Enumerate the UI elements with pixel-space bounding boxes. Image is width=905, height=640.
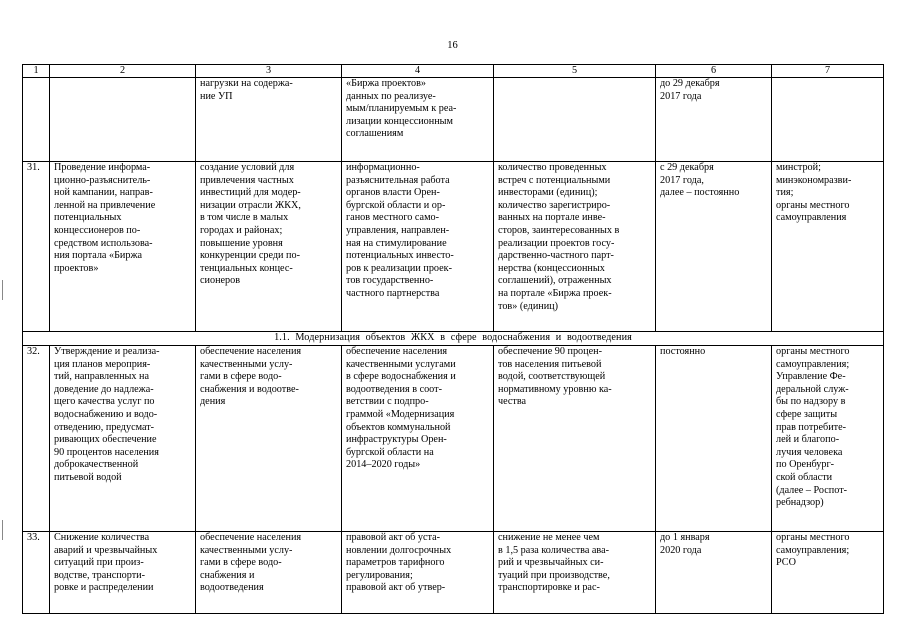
table-cell-c2: [50, 162, 196, 332]
table-cell-c3: [196, 532, 342, 614]
cell-text-line: органы местного: [776, 199, 850, 211]
cell-text-line: 90 процентов населения: [54, 446, 159, 458]
cell-text-line: новлении долгосрочных: [346, 544, 452, 556]
cell-text-line: тия;: [776, 187, 794, 199]
cell-text-line: правовой акт об утвер-: [346, 582, 446, 594]
cell-text-line: привлечения частных: [200, 174, 294, 186]
cell-text-line: доброкачественной: [54, 459, 139, 471]
cell-text-line: до 29 декабря: [660, 78, 720, 89]
section-heading-text: 1.1. Модернизация объектов ЖКХ в сфере водоснабжения и водоотведения: [274, 332, 632, 343]
table-cell-c4: [342, 346, 494, 532]
cell-text-line: 2020 года: [660, 544, 702, 556]
cell-text-line: в сфере водоснабжения и: [346, 371, 456, 383]
table-cell-c5: [494, 532, 656, 614]
cell-text-line: правовой акт об уста-: [346, 532, 441, 543]
cell-text-line: гами в сфере водо-: [200, 371, 282, 383]
cell-text-line: низации отрасли ЖКХ,: [200, 199, 301, 211]
table-cell-c5: [494, 162, 656, 332]
cell-text-line: транспортировке и рас-: [498, 582, 600, 594]
page-number: 16: [447, 40, 458, 51]
cell-text-line: сионеров: [200, 275, 241, 287]
cell-text-line: питьевой водой: [54, 471, 122, 483]
item-number: 31.: [23, 162, 50, 332]
cell-text-line: отведению, предусмат-: [54, 421, 155, 433]
cell-text-line: ров к реализации проек-: [346, 262, 453, 274]
cell-text-line: информационно-: [346, 162, 420, 173]
cell-text-line: разъяснительная работа: [346, 174, 450, 186]
table-row: [23, 78, 884, 162]
cell-text-line: 2017 года: [660, 90, 702, 102]
cell-text-line: «Биржа проектов»: [346, 78, 427, 89]
cell-text-line: на портале «Биржа проек-: [498, 287, 612, 299]
table-cell-c6: [656, 532, 772, 614]
cell-text-line: лучия человека: [776, 446, 843, 458]
cell-text-line: Утверждение и реализа-: [54, 346, 160, 357]
column-number: 5: [494, 65, 656, 78]
table-cell-c7: [772, 78, 884, 162]
cell-text-line: туаций при производстве,: [498, 569, 610, 581]
item-number: 32.: [23, 346, 50, 532]
margin-mark: [2, 280, 3, 300]
table-cell-c6: [656, 162, 772, 332]
cell-text-line: данных по реализуе-: [346, 90, 436, 102]
cell-text-line: по Оренбург-: [776, 459, 835, 471]
cell-text-line: ной кампании, направ-: [54, 187, 153, 199]
cell-text-line: водоснабжению и водо-: [54, 408, 158, 420]
cell-text-line: (далее – Роспот-: [776, 484, 848, 496]
cell-text-line: РСО: [776, 557, 796, 569]
cell-text-line: городах и районах;: [200, 224, 283, 236]
cell-text-line: чества: [498, 396, 527, 408]
table-cell-c4: [342, 162, 494, 332]
cell-text-line: органов власти Орен-: [346, 187, 440, 199]
cell-text-line: ние УП: [200, 90, 233, 102]
cell-text-line: потенциальных инвесто-: [346, 250, 454, 262]
cell-text-line: обеспечение населения: [200, 346, 302, 357]
cell-text-line: граммой «Модернизация: [346, 408, 455, 420]
table-cell-c5: [494, 346, 656, 532]
cell-text-line: качественными услугами: [346, 358, 456, 370]
cell-text-line: водоотведения: [200, 582, 264, 594]
table-cell-c2: [50, 532, 196, 614]
cell-text-line: количество проведенных: [498, 162, 607, 173]
cell-text-line: соглашений), отраженных: [498, 275, 612, 287]
cell-text-line: тов населения питьевой: [498, 358, 602, 370]
table-cell-c3: [196, 162, 342, 332]
cell-text-line: тий, направленных на: [54, 371, 150, 383]
cell-text-line: качественными услу-: [200, 358, 293, 370]
cell-text-line: сторов, заинтересованных в: [498, 224, 620, 236]
cell-text-line: постоянно: [660, 346, 706, 357]
cell-text-line: бургской области и ор-: [346, 199, 446, 211]
cell-text-line: ской области: [776, 471, 833, 483]
cell-text-line: обеспечение населения: [346, 346, 448, 357]
table-row: [23, 532, 884, 614]
column-number: 7: [772, 65, 884, 78]
cell-text-line: минэкономразви-: [776, 174, 852, 186]
cell-text-line: объектов коммунальной: [346, 421, 451, 433]
cell-text-line: доведение до надлежа-: [54, 383, 154, 395]
cell-text-line: бургской области на: [346, 446, 434, 458]
column-number: 1: [23, 65, 50, 78]
cell-text-line: 2014–2020 годы»: [346, 459, 421, 471]
cell-text-line: водстве, транспорти-: [54, 569, 146, 581]
cell-text-line: обеспечение 90 процен-: [498, 346, 602, 357]
column-number: 4: [342, 65, 494, 78]
cell-text-line: органы местного: [776, 346, 850, 357]
cell-text-line: ровке и распределении: [54, 582, 154, 594]
cell-text-line: щего качества услуг по: [54, 396, 155, 408]
cell-text-line: ганов местного само-: [346, 212, 440, 224]
cell-text-line: сфере защиты: [776, 408, 838, 420]
measures-table: [22, 64, 884, 614]
cell-text-line: до 1 января: [660, 532, 710, 543]
cell-text-line: качественными услу-: [200, 544, 293, 556]
cell-text-line: повышение уровня: [200, 237, 283, 249]
cell-text-line: рий и чрезвычайных си-: [498, 557, 604, 569]
cell-text-line: тенциальных концес-: [200, 262, 293, 274]
cell-text-line: аварий и чрезвычайных: [54, 544, 158, 556]
cell-text-line: соглашениям: [346, 128, 404, 140]
column-number-header: [23, 65, 884, 78]
margin-mark: [2, 520, 3, 540]
cell-text-line: 2017 года,: [660, 174, 704, 186]
cell-text-line: ция планов мероприя-: [54, 358, 151, 370]
table-cell-c3: [196, 78, 342, 162]
cell-text-line: самоуправления: [776, 212, 847, 224]
cell-text-line: инвестиций для модер-: [200, 187, 301, 199]
cell-text-line: нерства (концессионных: [498, 262, 605, 274]
cell-text-line: ная на стимулирование: [346, 237, 447, 249]
cell-text-line: дарственно-частного парт-: [498, 250, 614, 262]
cell-text-line: регулирования;: [346, 569, 413, 581]
cell-text-line: проектов»: [54, 262, 99, 274]
cell-text-line: ситуаций при произ-: [54, 557, 144, 569]
table-cell-c6: [656, 78, 772, 162]
section-heading-row: [23, 332, 884, 346]
item-number: [23, 78, 50, 162]
cell-text-line: ционно-разъяснитель-: [54, 174, 151, 186]
cell-text-line: снабжения и: [200, 569, 255, 581]
cell-text-line: с 29 декабря: [660, 162, 714, 173]
column-number: 6: [656, 65, 772, 78]
cell-text-line: бы по надзору в: [776, 396, 846, 408]
table-cell-c7: [772, 162, 884, 332]
cell-text-line: концессионеров по-: [54, 224, 141, 236]
cell-text-line: водоотведения в соот-: [346, 383, 442, 395]
cell-text-line: конкуренции среди по-: [200, 250, 300, 262]
cell-text-line: встреч с потенциальными: [498, 174, 611, 186]
cell-text-line: деральной служ-: [776, 383, 849, 395]
cell-text-line: средством использова-: [54, 237, 153, 249]
cell-text-line: самоуправления;: [776, 544, 850, 556]
cell-text-line: снабжения и водоотве-: [200, 383, 299, 395]
cell-text-line: нагрузки на содержа-: [200, 78, 293, 89]
cell-text-line: Управление Фе-: [776, 371, 846, 383]
column-number: 3: [196, 65, 342, 78]
item-number: 33.: [23, 532, 50, 614]
cell-text-line: ванных на портале инве-: [498, 212, 606, 224]
table-row: [23, 162, 884, 332]
cell-text-line: гами в сфере водо-: [200, 557, 282, 569]
table-cell-c6: [656, 346, 772, 532]
cell-text-line: обеспечение населения: [200, 532, 302, 543]
cell-text-line: мым/планируемым к реа-: [346, 103, 457, 115]
cell-text-line: реализации проектов госу-: [498, 237, 615, 249]
cell-text-line: ветствии с подпро-: [346, 396, 429, 408]
cell-text-line: создание условий для: [200, 162, 295, 173]
cell-text-line: ривающих обеспечение: [54, 434, 157, 446]
section-heading: [23, 332, 884, 346]
table-cell-c5: [494, 78, 656, 162]
cell-text-line: в том числе в малых: [200, 212, 289, 224]
cell-text-line: инвесторами (единиц);: [498, 187, 598, 199]
cell-text-line: Проведение информа-: [54, 162, 151, 173]
cell-text-line: тов государственно-: [346, 275, 434, 287]
cell-text-line: количество зарегистриро-: [498, 199, 611, 211]
cell-text-line: тов» (единиц): [498, 300, 559, 312]
cell-text-line: самоуправления;: [776, 358, 850, 370]
cell-text-line: ния портала «Биржа: [54, 250, 143, 262]
cell-text-line: лизации концессионным: [346, 115, 453, 127]
cell-text-line: в 1,5 раза количества ава-: [498, 544, 610, 556]
cell-text-line: ленной на привлечение: [54, 199, 156, 211]
cell-text-line: управления, направлен-: [346, 224, 450, 236]
table-cell-c4: [342, 532, 494, 614]
cell-text-line: инфраструктуры Орен-: [346, 434, 447, 446]
cell-text-line: частного партнерства: [346, 287, 440, 299]
table-cell-c7: [772, 346, 884, 532]
cell-text-line: далее – постоянно: [660, 187, 740, 199]
column-number: 2: [50, 65, 196, 78]
cell-text-line: лей и благопо-: [776, 434, 840, 446]
cell-text-line: минстрой;: [776, 162, 821, 173]
table-cell-c7: [772, 532, 884, 614]
table-row: [23, 346, 884, 532]
cell-text-line: Снижение количества: [54, 532, 150, 543]
cell-text-line: органы местного: [776, 532, 850, 543]
table-cell-c3: [196, 346, 342, 532]
cell-text-line: прав потребите-: [776, 421, 847, 433]
cell-text-line: потенциальных: [54, 212, 122, 224]
cell-text-line: водой, соответствующей: [498, 371, 606, 383]
table-cell-c2: [50, 78, 196, 162]
cell-text-line: снижение не менее чем: [498, 532, 600, 543]
cell-text-line: ребнадзор): [776, 497, 824, 509]
cell-text-line: параметров тарифного: [346, 557, 445, 569]
cell-text-line: дения: [200, 396, 226, 408]
cell-text-line: нормативному уровню ка-: [498, 383, 612, 395]
table-cell-c4: [342, 78, 494, 162]
table-cell-c2: [50, 346, 196, 532]
